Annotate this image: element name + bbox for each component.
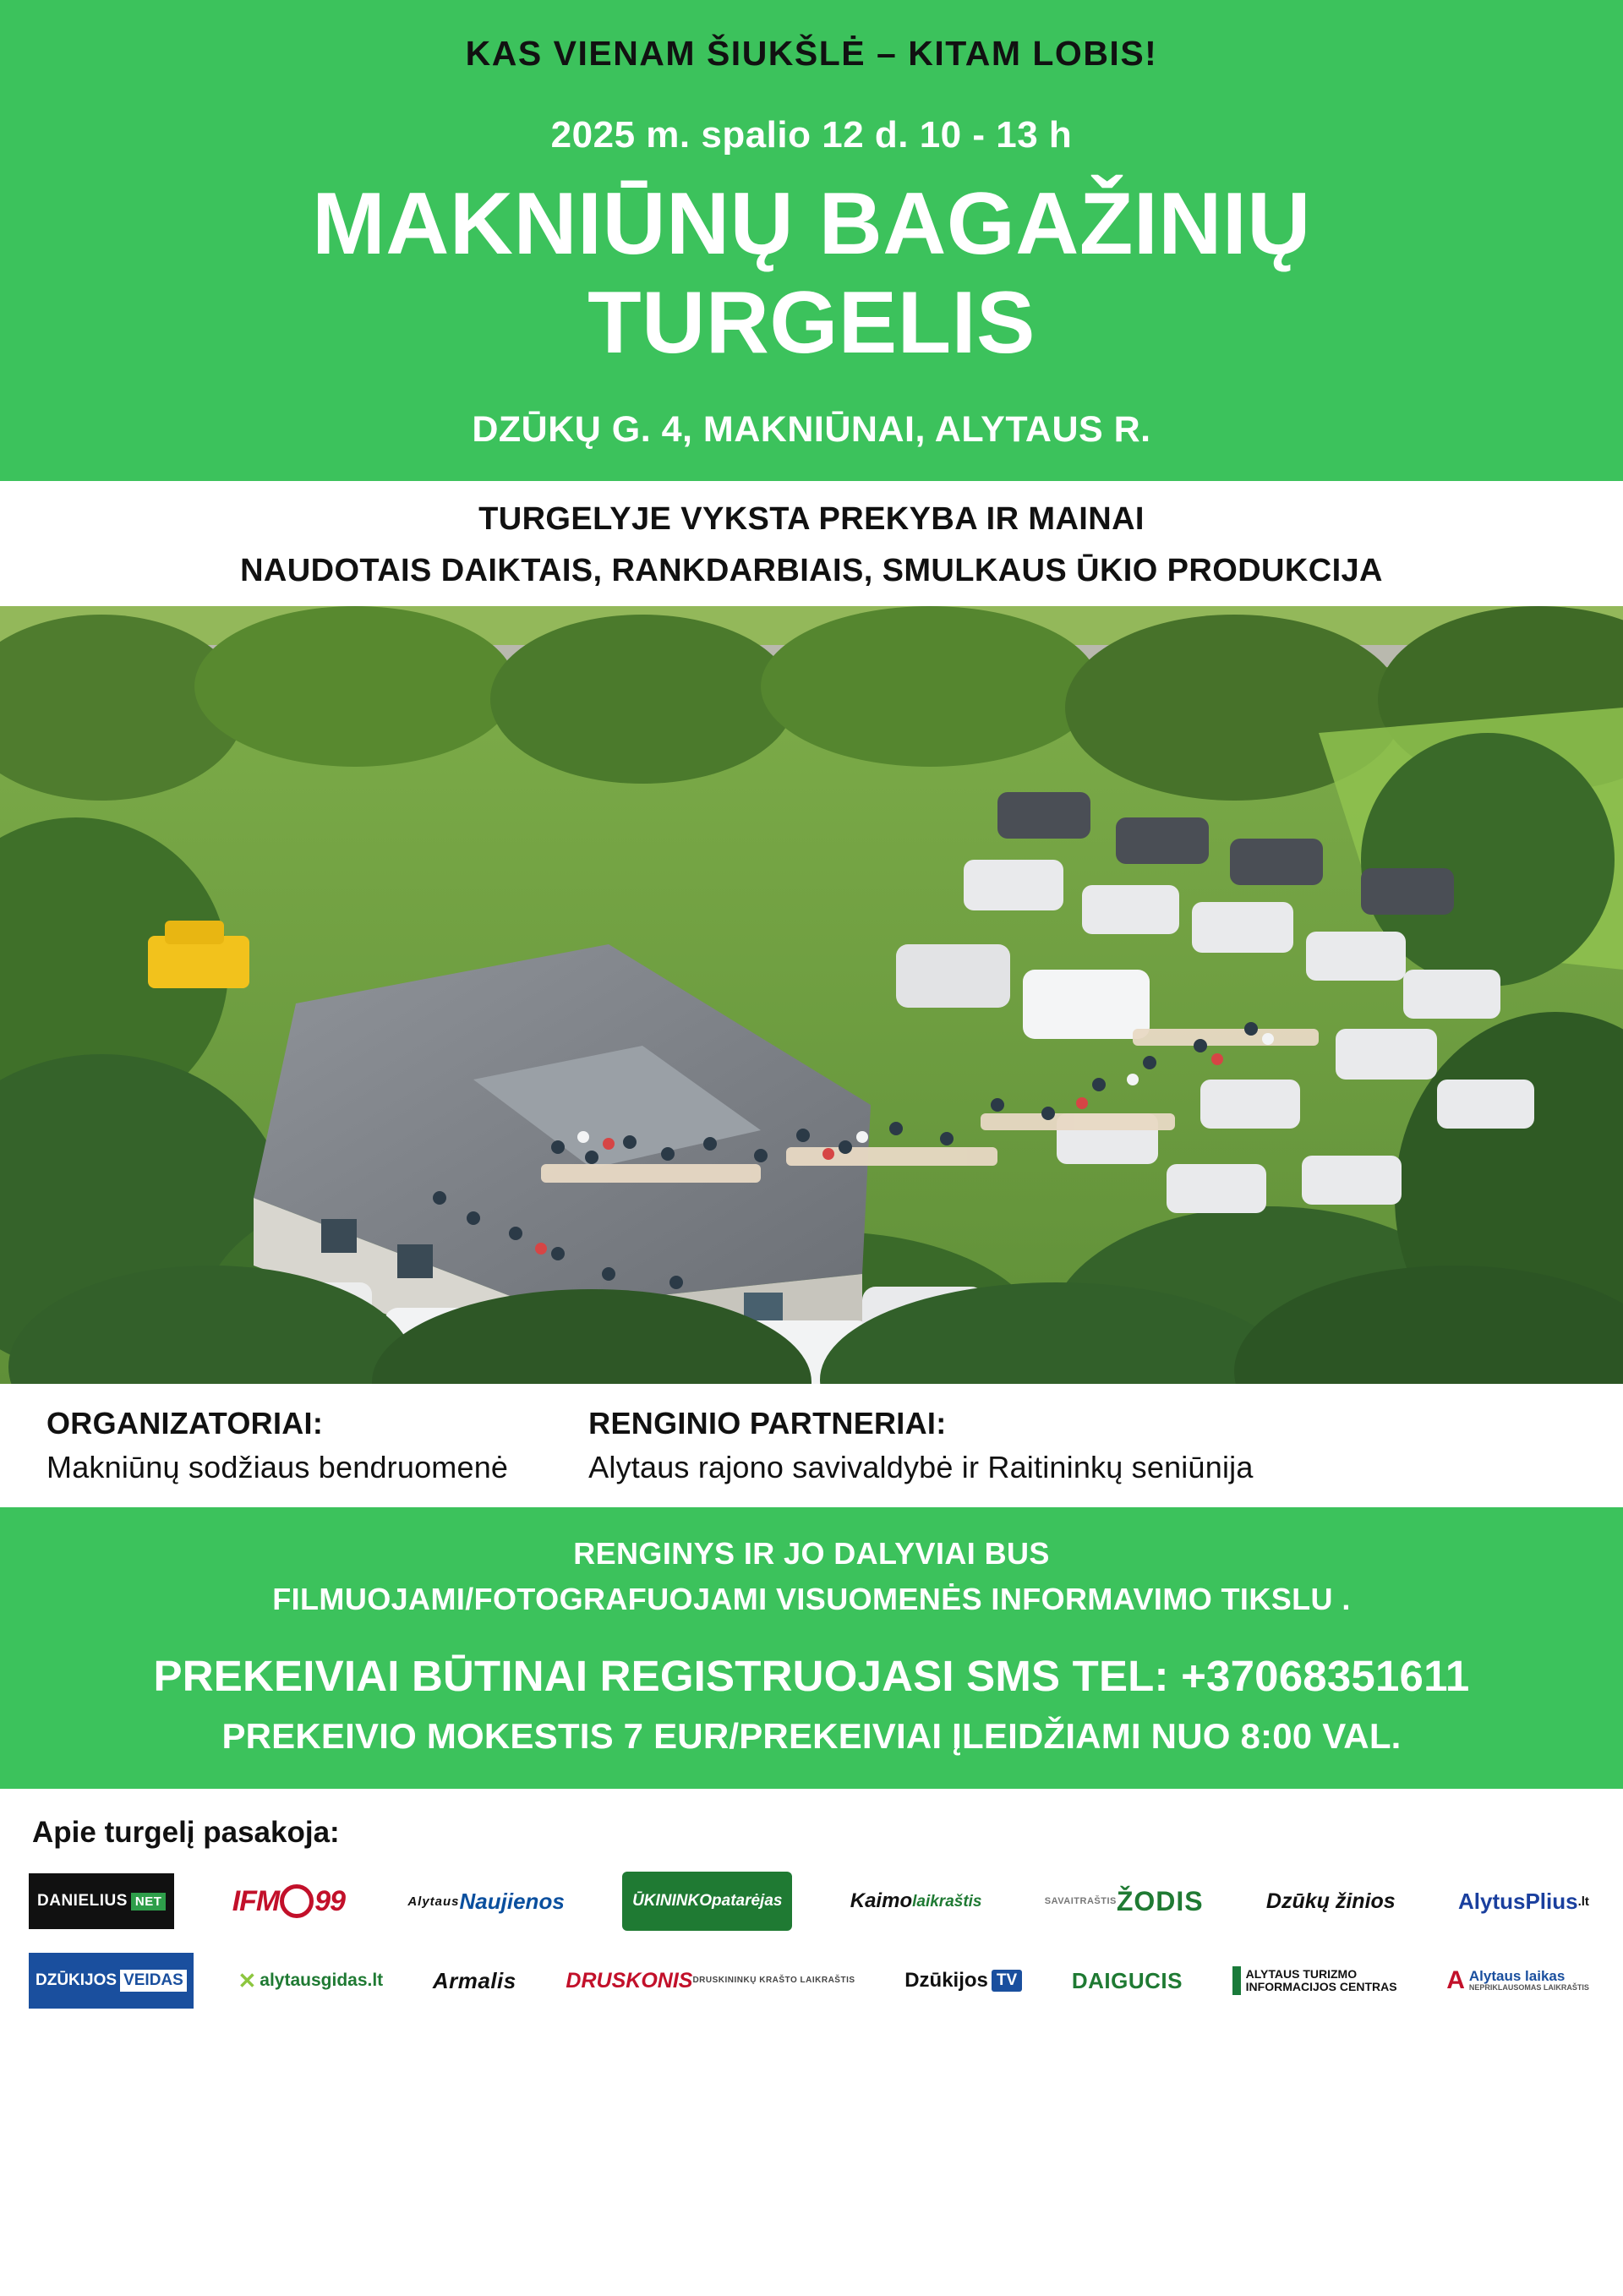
event-photo (0, 606, 1623, 1384)
patarejas-label: patarėjas (712, 1892, 783, 1911)
dzuku-zinios-label: Dzūkų žinios (1265, 1889, 1396, 1913)
notice-band (0, 1507, 1623, 1789)
turizmo-line-2: INFORMACIJOS CENTRAS (1245, 1980, 1397, 1994)
ukininko-label: ŪKININKO (632, 1892, 713, 1911)
sponsor-logo-row-1 (24, 1872, 1599, 1931)
alytaus-laikas-subtitle: NEPRIKLAUSOMAS LAIKRAŠTIS (1468, 1983, 1589, 1993)
subtitle-line-2: NAUDOTAIS DAIKTAIS, RANKDARBIAIS, SMULKAUS ŪKIO PRODUKCIJA (240, 553, 1383, 589)
event-datetime: 2025 m. spalio 12 d. 10 - 13 h (550, 114, 1073, 156)
page-title (34, 175, 1589, 372)
sponsor-logo-armalis[interactable] (428, 1958, 522, 2004)
sponsor-logo-alytaus-naujienos[interactable] (402, 1878, 569, 1924)
filming-notice-line-2: FILMUOJAMI/FOTOGRAFUOJAMI VISUOMENĖS INFORMAVIMO TIKSLU . (272, 1582, 1351, 1617)
savaitrastis-label: SAVAITRAŠTIS (1044, 1896, 1117, 1907)
dzukijos-label: DZŪKIJOS (36, 1971, 117, 1990)
danielius-net-badge: NET (131, 1893, 167, 1911)
laikas-mark-icon: A (1446, 1966, 1465, 1995)
title-line-1: MAKNIŪNŲ BAGAŽINIŲ (312, 175, 1311, 274)
sponsor-logo-alytaus-turizmo-informacijos-centras[interactable] (1227, 1958, 1402, 2004)
fee-notice: PREKEIVIO MOKESTIS 7 EUR/PREKEIVIAI ĮLEIDŽIAMI NUO 8:00 VAL. (221, 1716, 1402, 1757)
druskonis-subtitle: DRUSKININKŲ KRAŠTO LAIKRAŠTIS (692, 1976, 855, 1986)
laikrastis-label: laikraštis (912, 1892, 982, 1911)
event-address: DZŪKŲ G. 4, MAKNIŪNAI, ALYTAUS R. (472, 409, 1151, 451)
sponsor-logo-daigucis[interactable] (1067, 1958, 1188, 2004)
cross-icon: ✕ (238, 1967, 257, 1993)
organizers-band (0, 1384, 1623, 1507)
sponsors-section (0, 1789, 1623, 2296)
sponsor-logo-alytausgidas[interactable] (233, 1958, 389, 2004)
partners-column (588, 1406, 1253, 1485)
daigucis-label: DAIGUCIS (1071, 1967, 1183, 1993)
veidas-label: VEIDAS (120, 1970, 187, 1992)
title-line-2: TURGELIS (587, 273, 1036, 372)
sponsor-logo-dzukijos-veidas[interactable] (29, 1953, 194, 2009)
partners-value: Alytaus rajono savivaldybė ir Raitininkų seniūnija (588, 1450, 1254, 1485)
partners-label: RENGINIO PARTNERIAI: (588, 1406, 947, 1441)
subtitle-line-1: TURGELYJE VYKSTA PREKYBA IR MAINAI (478, 501, 1145, 538)
kaimo-label: Kaimo (850, 1889, 913, 1913)
armalis-label: Armalis (432, 1967, 516, 1993)
ifm-99: 99 (314, 1884, 346, 1917)
danielius-text: DANIELIUS (37, 1892, 128, 1911)
sponsor-logo-druskonis[interactable] (560, 1958, 860, 2004)
sponsor-logo-alytus-plius[interactable] (1453, 1878, 1594, 1924)
naujienos-label: Naujienos (459, 1889, 565, 1915)
alytaus-label: Alytaus (407, 1894, 460, 1909)
ifm-circle-icon (280, 1884, 314, 1918)
sponsor-logo-zodis[interactable] (1040, 1878, 1209, 1924)
organizers-label: ORGANIZATORIAI: (46, 1406, 324, 1441)
alytusplius-label: AlytusPlius (1457, 1888, 1578, 1914)
event-photo-illustration (0, 606, 1623, 1384)
filming-notice-line-1: RENGINYS IR JO DALYVIAI BUS (573, 1536, 1050, 1572)
dzukijos-tv-label: Dzūkijos (904, 1969, 988, 1993)
registration-notice: PREKEIVIAI BŪTINAI REGISTRUOJASI SMS TEL: +37068351611 (153, 1652, 1470, 1701)
slogan: KAS VIENAM ŠIUKŠLĖ – KITAM LOBIS! (465, 34, 1158, 73)
sponsor-logo-kaimo-laikrastis[interactable] (845, 1878, 987, 1924)
zodis-label: ŽODIS (1116, 1885, 1204, 1916)
sponsor-logo-ukininko-patarejas[interactable] (622, 1872, 792, 1931)
alytausgidas-label: alytausgidas.lt (260, 1971, 384, 1991)
druskonis-label: DRUSKONIS (566, 1968, 693, 1993)
sponsor-logo-alytaus-laikas[interactable] (1441, 1958, 1594, 2004)
alytusplius-domain: .lt (1577, 1894, 1589, 1909)
organizers-column (46, 1406, 508, 1485)
sponsor-logo-ifm-99[interactable] (227, 1878, 350, 1924)
organizers-value: Makniūnų sodžiaus bendruomenė (46, 1450, 509, 1485)
sponsor-logo-danielius-net[interactable] (29, 1873, 174, 1929)
poster-header (0, 0, 1623, 481)
turizmo-line-1: ALYTAUS TURIZMO (1245, 1966, 1358, 1981)
sponsor-logo-row-2 (24, 1953, 1599, 2009)
turizmo-bar-icon (1232, 1966, 1241, 1995)
subtitle-band (0, 481, 1623, 606)
ifm-text: IFM (232, 1884, 280, 1917)
alytaus-laikas-label: Alytaus laikas (1468, 1968, 1566, 1985)
tv-badge: TV (992, 1970, 1022, 1992)
sponsors-title: Apie turgelį pasakoja: (32, 1816, 340, 1850)
sponsor-logo-dzuku-zinios[interactable] (1261, 1878, 1401, 1924)
sponsor-logo-dzukijos-tv[interactable] (899, 1958, 1027, 2004)
